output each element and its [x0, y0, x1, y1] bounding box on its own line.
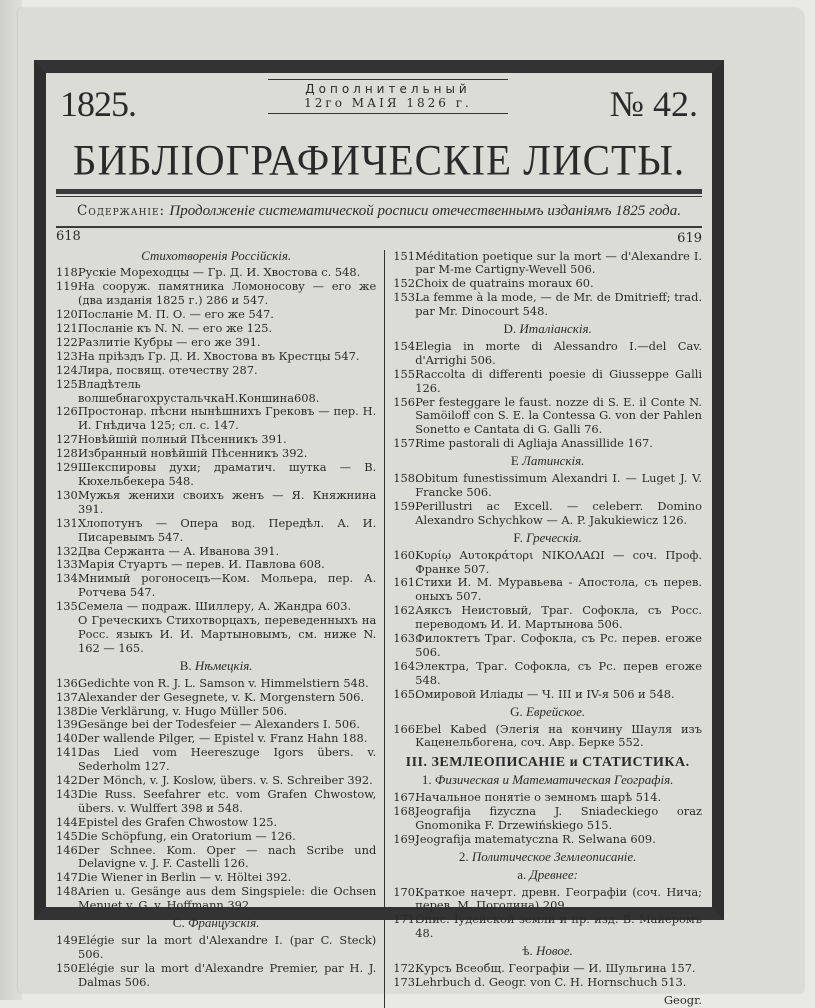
divider	[56, 189, 702, 194]
entry-number: 153.	[393, 290, 419, 305]
entry-text: Elegia in morte di Alessandro I.—del Cav. d'Arrighi 506.	[415, 338, 702, 367]
entry-text: Der wallende Pilger, — Epistel v. Franz Hahn 188.	[78, 731, 368, 746]
catalog-entry	[56, 364, 376, 378]
section-letter: ѣ.	[522, 943, 533, 959]
entry-number: 172.	[393, 961, 419, 976]
catalog-entry	[56, 517, 376, 545]
contents-line	[56, 203, 702, 220]
entry-text: Опис. Іудейской земли и пр. изд. В. Майеромъ 48.	[415, 912, 702, 941]
entry-number: 130.	[56, 487, 82, 502]
catalog-entry	[56, 871, 376, 885]
section-heading	[393, 756, 702, 770]
catalog-entry	[56, 705, 376, 719]
entry-number: 133.	[56, 557, 82, 572]
section-heading	[56, 659, 376, 673]
entry-text: Начальное понятіе о земномъ шарѣ 514.	[415, 790, 662, 805]
entry-text: Alexander der Gesegnete, v. K. Morgenstern 506.	[78, 689, 365, 704]
entry-number: 171.	[393, 912, 419, 927]
catalog-entry	[56, 405, 376, 433]
entry-text: Obitum funestissimum Alexandri I. — Luget J. V. Francke 506.	[415, 471, 702, 499]
entry-text: Новѣйшій полный Пѣсенникъ 391.	[78, 432, 287, 447]
section-heading	[393, 454, 702, 468]
section-letter: F.	[513, 529, 523, 545]
entry-number: 146.	[56, 842, 82, 857]
entry-text: Стихи И. М. Муравьева - Апостола, съ перев. оныхъ 507.	[415, 575, 702, 604]
entry-number: 167.	[393, 790, 419, 805]
catalog-entry	[393, 368, 702, 396]
divider	[56, 226, 702, 228]
entry-number: 134.	[56, 571, 82, 586]
catalog-entry	[393, 913, 702, 941]
entry-number: 131.	[56, 515, 82, 530]
section-letter: a.	[517, 866, 527, 882]
entry-number: 126.	[56, 404, 82, 419]
section-title: Греческія.	[526, 529, 582, 545]
entry-number: 154.	[393, 338, 419, 353]
entry-number: 135.	[56, 599, 82, 614]
entry-number: 170.	[393, 884, 419, 899]
catalog-entry	[56, 378, 376, 406]
entry-text: Elégie sur la mort d'Alexandre I. (par C. Steck) 506.	[78, 933, 377, 961]
entry-text: Die Schöpfung, ein Oratorium — 126.	[78, 828, 296, 843]
catalog-entry	[393, 833, 702, 847]
section-title: Латинскія.	[522, 453, 585, 469]
entry-number: 157.	[393, 436, 419, 451]
page-frame	[34, 60, 724, 1007]
catalog-entry	[393, 604, 702, 632]
entry-text: Der Mönch, v. J. Koslow, übers. v. S. Schreiber 392.	[78, 773, 373, 788]
catalog-entry	[393, 976, 702, 990]
section-letter: B.	[179, 657, 192, 673]
catalog-entry	[56, 677, 376, 691]
year: 1825.	[60, 84, 136, 124]
entry-number: 122.	[56, 334, 82, 349]
entry-text: Владѣтель волшебнагохрустальчкаН.Коншина608.	[78, 376, 320, 405]
entry-text: Epistel des Grafen Chwostow 125.	[78, 814, 278, 829]
catalog-entry	[393, 723, 702, 751]
section-heading	[393, 773, 702, 787]
section-title: Еврейское.	[525, 703, 586, 719]
catalog-entry	[56, 545, 376, 559]
section-title: Нѣмецкія.	[194, 657, 253, 673]
catalog-entry	[393, 500, 702, 528]
section-heading	[56, 249, 376, 263]
two-column-body	[56, 230, 702, 1008]
catalog-entry	[56, 433, 376, 447]
entry-number: 121.	[56, 321, 82, 336]
section-letter: 1.	[421, 772, 432, 788]
catalog-entry	[56, 266, 376, 280]
entry-text: На пріѣздъ Гр. Д. И. Хвостова въ Крестцы 547.	[78, 348, 360, 363]
section-heading	[393, 850, 702, 864]
section-heading	[393, 705, 702, 719]
entry-text: Arien u. Gesänge aus dem Singspiele: die Ochsen Menuet v. G. v. Hoffmann 392.	[78, 884, 377, 913]
entry-number: 169.	[393, 831, 419, 846]
catalog-entry	[56, 691, 376, 705]
catalog-entry	[56, 844, 376, 872]
catalog-entry	[56, 788, 376, 816]
catalog-entry	[56, 774, 376, 788]
entry-text: Die Verklärung, v. Hugo Müller 506.	[78, 703, 288, 718]
section-heading	[393, 322, 702, 336]
catalog-entry	[56, 600, 376, 614]
entry-number: 164.	[393, 658, 419, 673]
catalog-entry	[56, 322, 376, 336]
entry-text: Das Lied vom Heereszuge Igors übers. v. Sederholm 127.	[78, 745, 377, 774]
catalog-entry	[56, 746, 376, 774]
catalog-entry	[393, 886, 702, 914]
catalog-entry	[56, 461, 376, 489]
entry-text: Хлопотунъ — Опера вод. Передѣл. А. И. Писаревымъ 547.	[78, 515, 377, 544]
page-content	[56, 73, 702, 1007]
catalog-entry	[393, 632, 702, 660]
catalog-entry	[393, 576, 702, 604]
catalog-entry	[56, 350, 376, 364]
entry-number: 128.	[56, 446, 82, 461]
catalog-entry	[56, 558, 376, 572]
section-letter: C.	[172, 915, 185, 931]
entry-number: 141.	[56, 745, 82, 760]
entry-number: 152.	[393, 276, 419, 291]
entry-text: Ebel Kabed (Элегія на кончину Шауля изъ Каценельбогена, соч. Авр. Берке 552.	[415, 721, 702, 750]
entry-number: 137.	[56, 689, 82, 704]
entry-number: 166.	[393, 721, 419, 736]
entry-number: 159.	[393, 498, 419, 513]
entry-text: Méditation poetique sur la mort — d'Alexandre I. par M-me Cartigny-Wevell 506.	[415, 248, 702, 277]
catalog-entry	[56, 885, 376, 913]
entry-text: Посланіе М. П. О. — его же 547.	[78, 307, 274, 322]
entry-number: 145.	[56, 828, 82, 843]
catalog-entry	[56, 718, 376, 732]
supplement-label: Дополнительный	[305, 82, 471, 96]
entry-text: Два Сержанта — А. Иванова 391.	[78, 543, 280, 558]
page-title: БИБЛІОГРАФИЧЕСКІЕ ЛИСТЫ.	[72, 135, 686, 185]
section-title: Стихотворенія Россійскія.	[141, 247, 292, 263]
catalog-entry	[56, 489, 376, 517]
entry-text: Электра, Траг. Софокла, съ Рс. перев егоже 548.	[415, 658, 702, 687]
section-title: Политическое Землеописаніе.	[471, 848, 637, 864]
entry-number: 156.	[393, 394, 419, 409]
entry-text: Марія Стуартъ — перев. И. Павлова 608.	[78, 557, 325, 572]
catalog-entry	[393, 277, 702, 291]
entry-text: Мужья женихи своихъ женъ — Я. Княжнина 391.	[78, 487, 377, 516]
entry-text: La femme à la mode, — de Mr. de Dmitrieff; trad. par Mr. Dinocourt 548.	[415, 290, 702, 319]
catalog-entry	[56, 614, 376, 656]
entry-number: 144.	[56, 814, 82, 829]
page-number-right: 619	[677, 230, 702, 246]
issue-number: № 42.	[609, 84, 698, 124]
catalog-entry	[393, 549, 702, 577]
catalog-entry	[56, 732, 376, 746]
entry-text: Jeografija matematyczna R. Selwana 609.	[415, 831, 656, 846]
entry-text: Der Schnee. Kom. Oper — nach Scribe und Delavigne v. J. F. Castelli 126.	[78, 842, 377, 871]
entry-number: 151.	[393, 248, 419, 263]
section-letter: G.	[510, 703, 523, 719]
page-number-left: 618	[56, 228, 81, 244]
entry-text: Филоктетъ Траг. Софокла, съ Рс. перев. егоже 506.	[415, 631, 702, 659]
entry-number: 162.	[393, 603, 419, 618]
catalog-entry	[393, 472, 702, 500]
entry-number: 136.	[56, 675, 82, 690]
entry-number: 161.	[393, 575, 419, 590]
entry-number: 139.	[56, 717, 82, 732]
entry-number: 147.	[56, 870, 82, 885]
entry-number: 142.	[56, 773, 82, 788]
entry-text: Посланіе къ N. N. — его же 125.	[78, 321, 273, 336]
entry-number: 155.	[393, 366, 419, 381]
catalog-entry	[56, 308, 376, 322]
catalog-entry	[56, 280, 376, 308]
entry-number: 125.	[56, 376, 82, 391]
section-heading	[393, 868, 702, 882]
entry-text: Die Wiener in Berlin — v. Höltei 392.	[78, 870, 292, 885]
catalog-entry	[393, 791, 702, 805]
entry-number: 129.	[56, 460, 82, 475]
section-heading	[393, 944, 702, 958]
catalog-entry	[393, 962, 702, 976]
entry-text: Per festeggare le faust. nozze di S. E. il Conte N. Samöiloff con S. E. la Contessa G. von der Pahlen Sonetto e Cantata di G. Galli 76.	[415, 394, 702, 437]
entry-text: Raccolta di differenti poesie di Giusseppe Galli 126.	[415, 366, 702, 395]
entry-text: Краткое начерт. древн. Географіи (соч. Нича; перев. М. Погодина) 209.	[415, 884, 702, 913]
section-title: III. ЗЕМЛЕОПИСАНІЕ и СТАТИСТИКА.	[405, 755, 690, 771]
entry-text: Rime pastorali di Agliaja Anassillide 167.	[415, 436, 653, 451]
entry-text: Лира, посвящ. отечеству 287.	[78, 362, 258, 377]
entry-number: 127.	[56, 432, 82, 447]
entry-text: Gesänge bei der Todesfeier — Alexanders I. 506.	[78, 717, 360, 732]
catalog-entry	[393, 291, 702, 319]
catalog-entry	[393, 688, 702, 702]
entry-text: Омировой Иліады — Ч. III и IV-я 506 и 548.	[415, 686, 675, 701]
entry-number: 148.	[56, 884, 82, 899]
entry-number: 158.	[393, 471, 419, 486]
catchword: Geogr.	[663, 992, 702, 1007]
entry-number: 150.	[56, 960, 82, 975]
entry-text: Elégie sur la mort d'Alexandre Premier, par H. J. Dalmas 506.	[78, 960, 377, 989]
entry-number: 123.	[56, 348, 82, 363]
entry-text: Мнимый рогоносецъ—Ком. Мольера, пер. А. Ротчева 547.	[78, 571, 377, 600]
section-title: Физическая и Математическая Географія.	[434, 772, 674, 788]
issue-date: 12го МАІЯ 1826 г.	[304, 96, 472, 110]
catalog-entry	[393, 250, 702, 278]
divider	[56, 196, 702, 197]
masthead	[56, 73, 702, 135]
contents-label: Содержаніе:	[77, 203, 166, 219]
entry-number: 140.	[56, 731, 82, 746]
section-letter: D.	[503, 321, 517, 337]
entry-number: 118.	[56, 265, 82, 280]
right-column	[384, 230, 702, 1008]
entry-text: Простонар. пѣсни нынѣшнихъ Грековъ — пер. Н. И. Гнѣдича 125; сл. с. 147.	[78, 404, 377, 433]
entry-text: Рускіе Мореходцы — Гр. Д. И. Хвостова с. 548.	[78, 265, 361, 280]
entry-number: 119.	[56, 279, 82, 294]
catalog-entry	[393, 396, 702, 438]
entry-number: 124.	[56, 362, 82, 377]
entry-number: 149.	[56, 933, 82, 947]
section-heading	[393, 531, 702, 545]
entry-text: Lehrbuch d. Geogr. von C. H. Hornschuch 513.	[415, 975, 687, 989]
left-column	[56, 230, 384, 1008]
entry-text: Разлитіе Кубры — его же 391.	[78, 334, 261, 349]
catalog-entry	[56, 962, 376, 990]
catalog-entry	[56, 830, 376, 844]
entry-number: 143.	[56, 786, 82, 801]
section-heading	[56, 916, 376, 930]
catalog-entry	[393, 437, 702, 451]
section-letter: E	[510, 453, 519, 469]
entry-number: 120.	[56, 307, 82, 322]
catalog-entry	[393, 660, 702, 688]
section-letter: 2.	[458, 848, 469, 864]
entry-text: Choix de quatrains moraux 60.	[415, 276, 594, 291]
contents-text: Продолженіе систематической росписи отечественнымъ изданіямъ 1825 года.	[169, 203, 681, 219]
entry-text: Jeografija fizyczna J. Sniadeckiego oraz Gnomonika F. Drzewińskiego 515.	[415, 804, 702, 832]
section-title: Италіанскія.	[519, 321, 592, 337]
entry-text: Аяксъ Неистовый, Траг. Софокла, съ Росс. переводомъ И. И. Мартынова 506.	[415, 603, 702, 632]
section-title: Французскія.	[187, 915, 260, 931]
entry-text: О Греческихъ Стихотворцахъ, переведенныхъ на Росс. языкъ И. И. Мартыновымъ, см. ниже N. 162 — 165.	[78, 613, 377, 655]
entry-number: 138.	[56, 703, 82, 718]
entry-text: Perillustri ac Excell. — celeberr. Domino Alexandro Schychkow — A. P. Jakukiewicz 126.	[415, 498, 702, 527]
entry-number: 168.	[393, 804, 419, 819]
catalog-entry	[56, 447, 376, 461]
entry-text: Курсъ Всеобщ. Географіи — И. Шульгина 157.	[415, 961, 696, 976]
entry-text: Семела — подраж. Шиллеру, А. Жандра 603.	[78, 599, 352, 614]
supplement-box	[268, 79, 508, 114]
entry-number: 165.	[393, 686, 419, 701]
entry-text: Gedichte von R. J. L. Samson v. Himmelstiern 548.	[78, 675, 369, 690]
section-title: Новое.	[535, 943, 573, 959]
catalog-entry	[56, 572, 376, 600]
catalog-entry	[56, 934, 376, 962]
entry-text: Шекспировы духи; драматич. шутка — В. Кюхельбекера 548.	[78, 460, 377, 488]
catalog-entry	[393, 340, 702, 368]
section-title: Древнее:	[529, 866, 579, 882]
entry-number: 163.	[393, 631, 419, 646]
entry-number: 160.	[393, 547, 419, 562]
catalog-entry	[56, 816, 376, 830]
entry-text: Die Russ. Seefahrer etc. vom Grafen Chwostow, übers. v. Wulffert 398 и 548.	[78, 786, 377, 815]
entry-text: На сооруж. памятника Ломоносову — его же (два изданія 1825 г.) 286 и 547.	[78, 279, 377, 308]
entry-text: Κυρίῳ Αυτοκράτορι ΝΙΚΟΛΑΩΙ — соч. Проф. Франке 507.	[415, 547, 702, 576]
catalog-entry	[56, 336, 376, 350]
entry-text: Избранный новѣйшій Пѣсенникъ 392.	[78, 446, 308, 461]
entry-number: 173.	[393, 975, 419, 989]
catalog-entry	[393, 805, 702, 833]
entry-number: 132.	[56, 543, 82, 558]
